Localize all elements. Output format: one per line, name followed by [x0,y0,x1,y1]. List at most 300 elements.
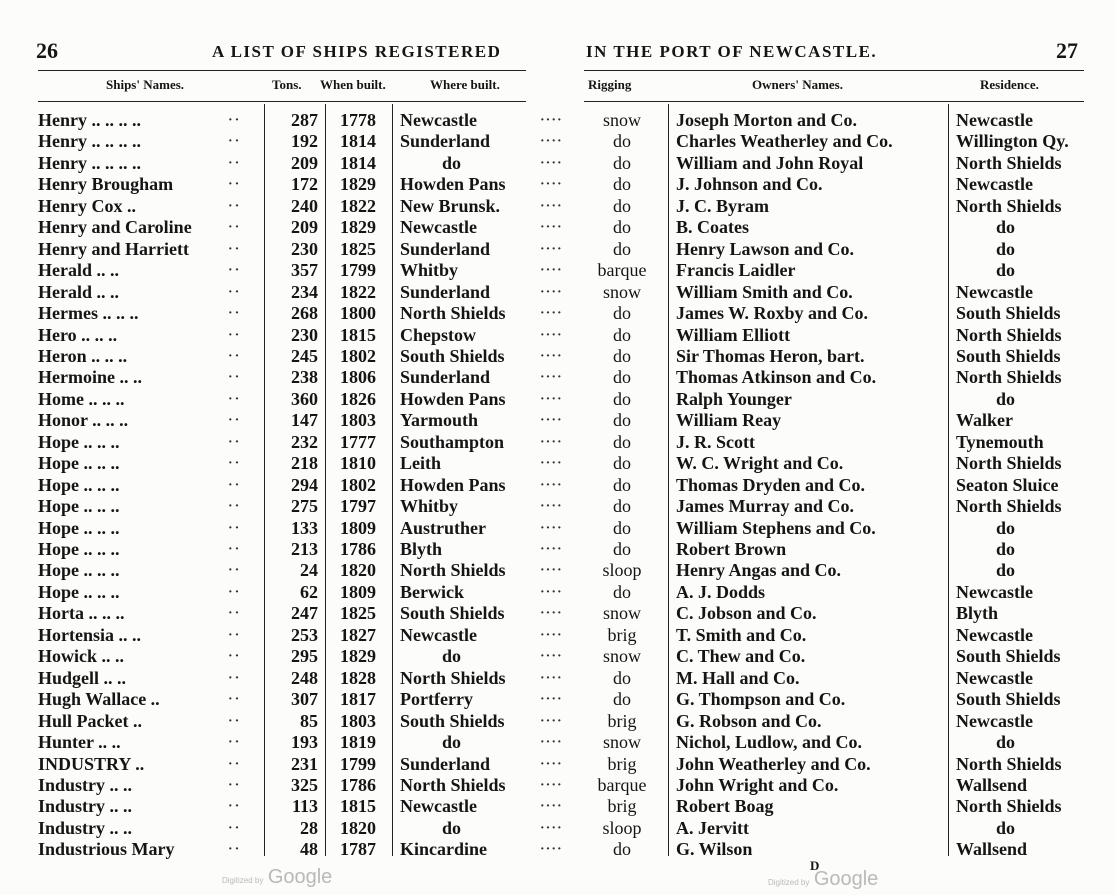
ship-name: Hope .. .. .. [38,431,120,452]
residence: North Shields [956,367,1062,388]
place-built: Portferry [400,689,473,710]
residence: South Shields [956,345,1061,366]
residence: North Shields [956,796,1062,817]
year-built: 1803 [340,710,376,731]
place-built: North Shields [400,560,506,581]
tons: 193 [291,732,318,753]
owners-names: William Stephens and Co. [676,517,876,538]
place-built: Chepstow [400,324,477,345]
leader-dots: ·· [228,241,242,257]
ship-name: Henry .. .. .. .. [38,131,141,152]
leader-dots: ···· [540,284,563,300]
leader-dots: ·· [228,563,242,579]
tons: 295 [291,646,318,667]
year-built: 1825 [340,603,376,624]
tons: 247 [291,603,318,624]
ship-name: Hortensia .. .. [38,624,141,645]
watermark-brand: Google [267,866,333,888]
leader-dots: ·· [228,113,242,128]
tons: 245 [291,345,318,366]
place-built: South Shields [400,345,505,366]
table-row [0,432,1116,453]
ship-name: Henry .. .. .. .. [38,110,141,130]
table-row [0,796,1116,817]
leader-dots: ·· [228,627,242,643]
table-row [0,839,1116,860]
residence: do [996,238,1016,259]
residence: Newcastle [956,667,1033,688]
leader-dots: ···· [540,477,563,493]
owners-names: Robert Brown [676,539,787,559]
place-built: Howden Pans [400,174,506,195]
place-built: Sunderland [400,367,491,388]
year-built: 1799 [340,260,376,281]
place-built: Newcastle [400,110,477,130]
tons: 209 [291,152,318,173]
leader-dots: ·· [228,177,242,193]
owners-names: Sir Thomas Heron, bart. [676,345,865,366]
table-row [0,625,1116,646]
header-tons: Tons. [272,77,302,92]
leader-dots: ···· [540,456,563,472]
residence: do [996,560,1016,581]
leader-dots: ···· [540,241,563,257]
tons: 325 [291,774,318,795]
owners-names: W. C. Wright and Co. [676,453,844,474]
leader-dots: ·· [228,391,242,407]
year-built: 1786 [340,774,376,795]
year-built: 1802 [340,474,376,495]
year-built: 1814 [340,152,376,173]
table-row [0,389,1116,410]
ship-name: Hermoine .. .. [38,367,142,388]
leader-dots: ·· [228,842,242,858]
ship-name: Hope .. .. .. [38,581,120,602]
ship-name: Hunter .. .. [38,732,121,753]
top-rule-left [38,70,526,71]
ship-name: INDUSTRY .. [38,753,145,774]
page-number-right: 27 [1056,38,1078,63]
leader-dots: ·· [228,499,242,515]
rigging: snow [602,732,641,753]
tons: 85 [300,710,318,731]
ship-name: Home .. .. .. [38,388,125,409]
residence: do [996,388,1016,409]
ship-name: Hermes .. .. .. [38,303,139,324]
owners-names: Henry Lawson and Co. [676,238,855,259]
ship-name: Herald .. .. [38,281,119,302]
ship-name: Hugh Wallace .. [38,689,160,710]
residence: Wallsend [956,839,1028,860]
year-built: 1814 [340,131,376,152]
owners-names: John Weatherley and Co. [676,753,871,774]
leader-dots: ·· [228,477,242,493]
rigging: do [613,324,631,345]
leader-dots: ·· [228,542,242,557]
place-built: Howden Pans [400,474,506,495]
leader-dots: ···· [540,391,563,407]
owners-names: William Reay [676,410,782,431]
leader-dots: ···· [540,820,563,836]
residence: Newcastle [956,624,1033,645]
ship-name: Hope .. .. .. [38,474,120,495]
table-row [0,646,1116,667]
tons: 360 [291,388,318,409]
leader-dots: ·· [228,670,242,686]
table-row [0,174,1116,195]
place-built: do [442,152,462,173]
year-built: 1820 [340,817,376,838]
page-number-left: 26 [36,38,58,63]
year-built: 1786 [340,539,376,559]
year-built: 1802 [340,345,376,366]
rigging: do [613,581,631,602]
table-row [0,732,1116,753]
residence: Newcastle [956,174,1033,195]
tons: 268 [291,303,318,324]
table-row [0,518,1116,539]
rigging: do [613,174,631,195]
tons: 238 [291,367,318,388]
place-built: New Brunsk. [400,195,501,216]
owners-names: C. Thew and Co. [676,646,806,667]
leader-dots: ·· [228,220,242,236]
leader-dots: ···· [540,220,563,236]
leader-dots: ···· [540,799,563,815]
leader-dots: ·· [228,413,242,429]
rigging: do [613,667,631,688]
tons: 287 [291,110,318,130]
leader-dots: ·· [228,713,242,729]
rigging: sloop [602,817,642,838]
year-built: 1828 [340,667,376,688]
leader-dots: ···· [540,198,563,214]
owners-names: James Murray and Co. [676,496,854,517]
table-row [0,131,1116,152]
leader-dots: ···· [540,627,563,643]
rigging: do [613,388,631,409]
rigging: do [613,195,631,216]
table-row [0,325,1116,346]
owners-names: William and John Royal [676,152,864,173]
watermark-prefix: Digitized by [768,878,810,887]
leader-dots: ·· [228,456,242,472]
ship-name: Hope .. .. .. [38,496,120,517]
owners-names: John Wright and Co. [676,774,839,795]
owners-names: C. Jobson and Co. [676,603,817,624]
owners-names: Robert Boag [676,796,774,817]
year-built: 1829 [340,174,376,195]
ship-name: Industry .. .. [38,817,133,838]
table-row [0,217,1116,238]
year-built: 1827 [340,624,376,645]
residence: do [996,517,1016,538]
table-row [0,668,1116,689]
place-built: do [442,817,462,838]
place-built: do [442,646,462,667]
rigging: do [613,431,631,452]
leader-dots: ·· [228,263,242,279]
residence: Blyth [956,603,999,624]
leader-dots: ···· [540,756,563,772]
leader-dots: ·· [228,735,242,751]
tons: 234 [291,281,318,302]
residence: North Shields [956,753,1062,774]
rigging: do [613,689,631,710]
rigging: brig [607,796,637,817]
leader-dots: ·· [228,649,242,665]
place-built: North Shields [400,774,506,795]
ship-name: Honor .. .. .. [38,410,129,431]
ship-name: Heron .. .. .. [38,345,128,366]
table-row [0,818,1116,839]
leader-dots: ·· [228,584,242,600]
leader-dots: ···· [540,413,563,429]
place-built: Sunderland [400,281,491,302]
residence: South Shields [956,646,1061,667]
ship-name: Henry Cox .. [38,195,136,216]
leader-dots: ·· [228,370,242,386]
leader-dots: ···· [540,520,563,536]
leader-dots: ···· [540,263,563,279]
owners-names: Thomas Dryden and Co. [676,474,866,495]
residence: do [996,539,1016,559]
leader-dots: ·· [228,756,242,772]
leader-dots: ·· [228,198,242,214]
table-row [0,453,1116,474]
rigging: do [613,152,631,173]
leader-dots: ·· [228,155,242,171]
ship-name: Hope .. .. .. [38,517,120,538]
tons: 172 [291,174,318,195]
owners-names: Thomas Atkinson and Co. [676,367,877,388]
leader-dots: ···· [540,670,563,686]
residence: do [996,260,1016,281]
year-built: 1820 [340,560,376,581]
leader-dots: ···· [540,327,563,343]
year-built: 1829 [340,217,376,238]
owners-names: G. Thompson and Co. [676,689,846,710]
place-built: North Shields [400,667,506,688]
tons: 231 [291,753,318,774]
tons: 248 [291,667,318,688]
table-row [0,153,1116,174]
tons: 357 [291,260,318,281]
owners-names: M. Hall and Co. [676,667,800,688]
residence: North Shields [956,152,1062,173]
ship-name: Henry and Caroline [38,217,192,238]
owners-names: Joseph Morton and Co. [676,110,858,130]
running-head-left: A LIST OF SHIPS REGISTERED [212,42,502,61]
owners-names: Henry Angas and Co. [676,560,842,581]
table-row [0,282,1116,303]
year-built: 1803 [340,410,376,431]
leader-dots: ·· [228,284,242,300]
rigging: do [613,839,631,860]
leader-dots: ···· [540,563,563,579]
owners-names: A. J. Dodds [676,581,766,602]
ship-name: Horta .. .. .. [38,603,125,624]
table-row [0,239,1116,260]
place-built: Howden Pans [400,388,506,409]
leader-dots: ·· [228,134,242,150]
residence: Seaton Sluice [956,474,1059,495]
owners-names: G. Robson and Co. [676,710,822,731]
rigging: brig [607,753,637,774]
place-built: Leith [400,453,442,474]
place-built: Newcastle [400,217,477,238]
place-built: South Shields [400,603,505,624]
leader-dots: ···· [540,777,563,793]
owners-names: Ralph Younger [676,388,792,409]
rigging: do [613,367,631,388]
leader-dots: ·· [228,520,242,536]
year-built: 1829 [340,646,376,667]
leader-dots: ···· [540,370,563,386]
leader-dots: ···· [540,842,563,858]
leader-dots: ·· [228,434,242,450]
year-built: 1822 [340,195,376,216]
rigging: snow [602,603,641,624]
ship-name: Henry .. .. .. .. [38,152,141,173]
ship-name: Henry Brougham [38,174,174,195]
table-row [0,260,1116,281]
ship-name: Henry and Harriett [38,238,189,259]
tons: 253 [291,624,318,645]
year-built: 1817 [340,689,376,710]
place-built: Sunderland [400,131,491,152]
owners-names: Charles Weatherley and Co. [676,131,893,152]
owners-names: J. C. Byram [676,195,769,216]
residence: North Shields [956,453,1062,474]
header-where-built: Where built. [430,77,500,92]
watermark-prefix: Digitized by [222,876,264,885]
tons: 232 [291,431,318,452]
leader-dots: ···· [540,692,563,708]
place-built: do [442,732,462,753]
rigging: do [613,496,631,517]
leader-dots: ·· [228,606,242,622]
table-row [0,775,1116,796]
leader-dots: ·· [228,820,242,836]
tons: 147 [291,410,318,431]
tons: 307 [291,689,318,710]
residence: Walker [956,410,1013,431]
tons: 192 [291,131,318,152]
tons: 209 [291,217,318,238]
leader-dots: ···· [540,155,563,171]
residence: North Shields [956,195,1062,216]
watermark-right [768,868,878,891]
residence: Wallsend [956,774,1028,795]
leader-dots: ···· [540,713,563,729]
year-built: 1815 [340,796,376,817]
table-row [0,367,1116,388]
owners-names: James W. Roxby and Co. [676,303,869,324]
header-rule-right [584,101,1084,102]
year-built: 1810 [340,453,376,474]
rigging: do [613,303,631,324]
year-built: 1819 [340,732,376,753]
place-built: Kincardine [400,839,488,860]
table-row [0,689,1116,710]
place-built: Yarmouth [400,410,479,431]
year-built: 1826 [340,388,376,409]
year-built: 1806 [340,367,376,388]
leader-dots: ···· [540,584,563,600]
ship-name: Hope .. .. .. [38,453,120,474]
table-row [0,346,1116,367]
year-built: 1787 [340,839,376,860]
rigging: do [613,539,631,559]
ship-name: Industry .. .. [38,774,133,795]
table-row [0,496,1116,517]
place-built: Austruther [400,517,486,538]
rigging: snow [602,646,641,667]
rigging: do [613,517,631,538]
ship-name: Industrious Mary [38,839,175,860]
residence: do [996,817,1016,838]
rigging: snow [602,281,641,302]
ship-name: Howick .. .. [38,646,125,667]
year-built: 1809 [340,517,376,538]
ship-name: Hope .. .. .. [38,539,120,559]
year-built: 1777 [340,431,376,452]
leader-dots: ·· [228,777,242,793]
rigging: brig [607,624,637,645]
owners-names: J. Johnson and Co. [676,174,823,195]
leader-dots: ···· [540,735,563,751]
residence: Willington Qy. [956,131,1069,152]
year-built: 1809 [340,581,376,602]
header-when-built: When built. [320,77,386,92]
rigging: do [613,345,631,366]
leader-dots: ···· [540,434,563,450]
tons: 48 [300,839,318,860]
ship-name: Industry .. .. [38,796,133,817]
tons: 62 [300,581,318,602]
rigging: do [613,453,631,474]
rigging: do [613,131,631,152]
table-row [0,711,1116,732]
watermark-brand: Google [813,868,879,890]
rigging: do [613,474,631,495]
leader-dots: ·· [228,327,242,343]
rigging: do [613,238,631,259]
table-row [0,475,1116,496]
leader-dots: ···· [540,177,563,193]
header-rule-left [38,101,526,102]
ship-name: Hudgell .. .. [38,667,127,688]
rigging: sloop [602,560,642,581]
leader-dots: ···· [540,542,563,557]
leader-dots: ···· [540,348,563,364]
owners-names: T. Smith and Co. [676,624,807,645]
place-built: Newcastle [400,796,477,817]
owners-names: A. Jervitt [676,817,749,838]
tons: 28 [300,817,318,838]
leader-dots: ···· [540,499,563,515]
rigging: brig [607,710,637,731]
leader-dots: ···· [540,649,563,665]
tons: 275 [291,496,318,517]
leader-dots: ···· [540,134,563,150]
rigging: barque [597,774,647,795]
tons: 294 [291,474,318,495]
year-built: 1778 [340,110,376,130]
watermark-left [222,866,332,889]
table-row [0,582,1116,603]
